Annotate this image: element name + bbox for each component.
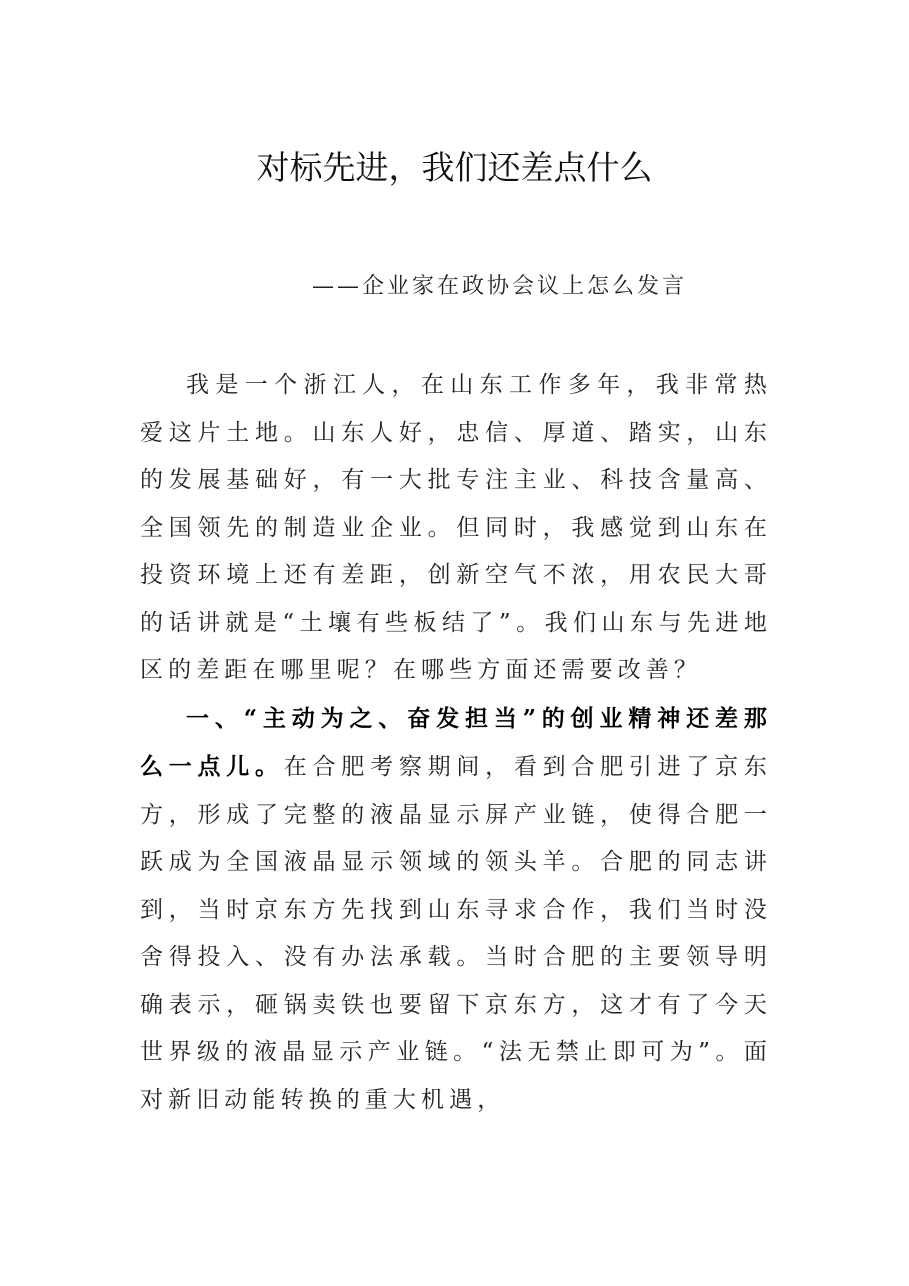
document-title: 对标先进，我们还差点什么 (256, 148, 653, 187)
document-subtitle: ——企业家在政协会议上怎么发言 (311, 274, 687, 299)
paragraph-section-one (140, 695, 772, 1125)
section-one-heading: 一、“主动为之、奋发担当”的创业精神还差那么一点儿。 (140, 704, 772, 780)
section-one-text: 在合肥考察期间，看到合肥引进了京东方，形成了完整的液晶显示屏产业链，使得合肥一跃成为全国液晶显示领域的领头羊。合肥的同志讲到，当时京东方先找到山东寻求合作，我们当时没舍得投入、没有办法承载。当时合肥的主要领导明确表示，砸锅卖铁也要留下京东方，这才有了今天世界级的液晶显示产业链。“法无禁止即可为”。面对新旧动能转换的重大机遇， (140, 754, 773, 1113)
paragraph-intro: 我是一个浙江人，在山东工作多年，我非常热爱这片土地。山东人好，忠信、厚道、踏实，山东的发展基础好，有一大批专注主业、科技含量高、全国领先的制造业企业。但同时，我感觉到山东在投资环境上还有差距，创新空气不浓，用农民大哥的话讲就是“土壤有些板结了”。我们山东与先进地区的差距在哪里呢？在哪些方面还需要改善？ (140, 372, 772, 683)
document-body (140, 362, 772, 1124)
